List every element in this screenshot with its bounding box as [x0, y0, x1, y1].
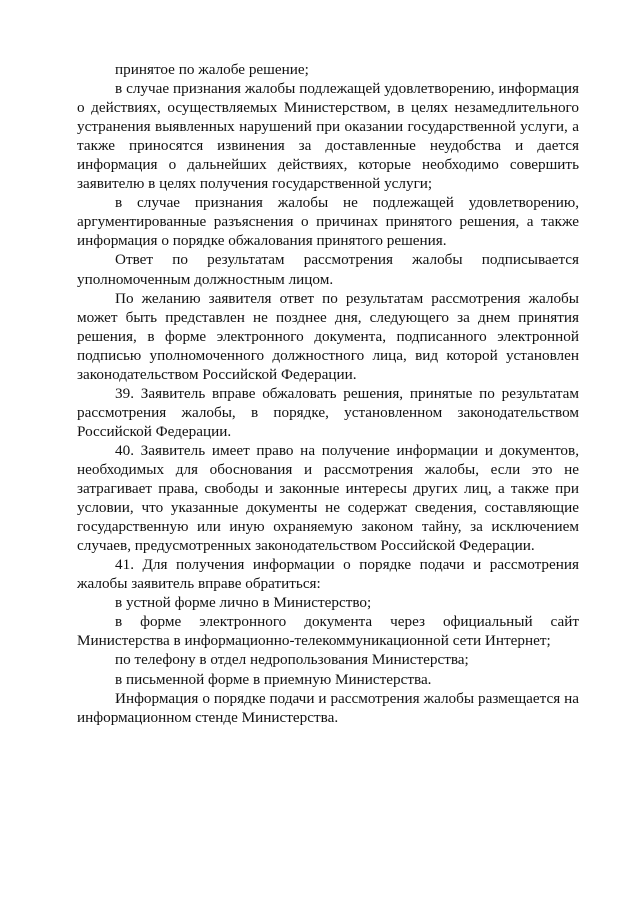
paragraph-oral-form: в устной форме лично в Министерство; — [115, 594, 372, 612]
paragraph-info-stand: Информация о порядке подачи и рассмотрения жалобы размещается на информационном стенде Министерства. — [77, 689, 579, 726]
paragraph-complaint-rejected: в случае признания жалобы не подлежащей удовлетворению, аргументированные разъяснения о причинах принятого решения, а также информация о порядке обжалования принятого решения. — [77, 194, 579, 250]
paragraph-written-form: в письменной форме в приемную Министерства. — [115, 670, 432, 688]
paragraph-complaint-satisfied: в случае признания жалобы подлежащей удовлетворению, информация о действиях, осуществляемых Министерством, в целях незамедлительного устранения выявленных нарушений при оказании государственной услуги, а также приносятся извинения за доставленные неудобства и дается информация о дальнейших действиях, которые необходимо совершить заявителю в целях получения государственной услуги; — [77, 80, 579, 193]
paragraph-item-39: 39. Заявитель вправе обжаловать решения, принятые по результатам рассмотрения жалобы, в порядке, установленном законодательством Российской Федерации. — [77, 384, 579, 440]
paragraph-response-signed: Ответ по результатам рассмотрения жалобы подписывается уполномоченным должностным лицом. — [77, 251, 579, 288]
paragraph-electronic-response: По желанию заявителя ответ по результатам рассмотрения жалобы может быть представлен не позднее дня, следующего за днем принятия решения, в форме электронного документа, подписанного электронной подписью уполномоченного должностного лица, вид которой установлен законодательством Российской Федерации. — [77, 289, 579, 383]
document-page — [77, 60, 579, 727]
paragraph-item-40: 40. Заявитель имеет право на получение информации и документов, необходимых для обоснования и рассмотрения жалобы, если это не затрагивает права, свободы и законные интересы других лиц, а также при условии, что указанные документы не содержат сведения, составляющие государственную или иную охраняемую законом тайну, за исключением случаев, предусмотренных законодательством Российской Федерации. — [77, 441, 579, 555]
paragraph-item-41: 41. Для получения информации о порядке подачи и рассмотрения жалобы заявитель вправе обратиться: — [77, 556, 579, 593]
paragraph-electronic-form: в форме электронного документа через официальный сайт Министерства в информационно-телекоммуникационной сети Интернет; — [77, 613, 579, 650]
paragraph-decision: принятое по жалобе решение; — [115, 61, 309, 78]
paragraph-phone: по телефону в отдел недропользования Министерства; — [115, 651, 469, 669]
